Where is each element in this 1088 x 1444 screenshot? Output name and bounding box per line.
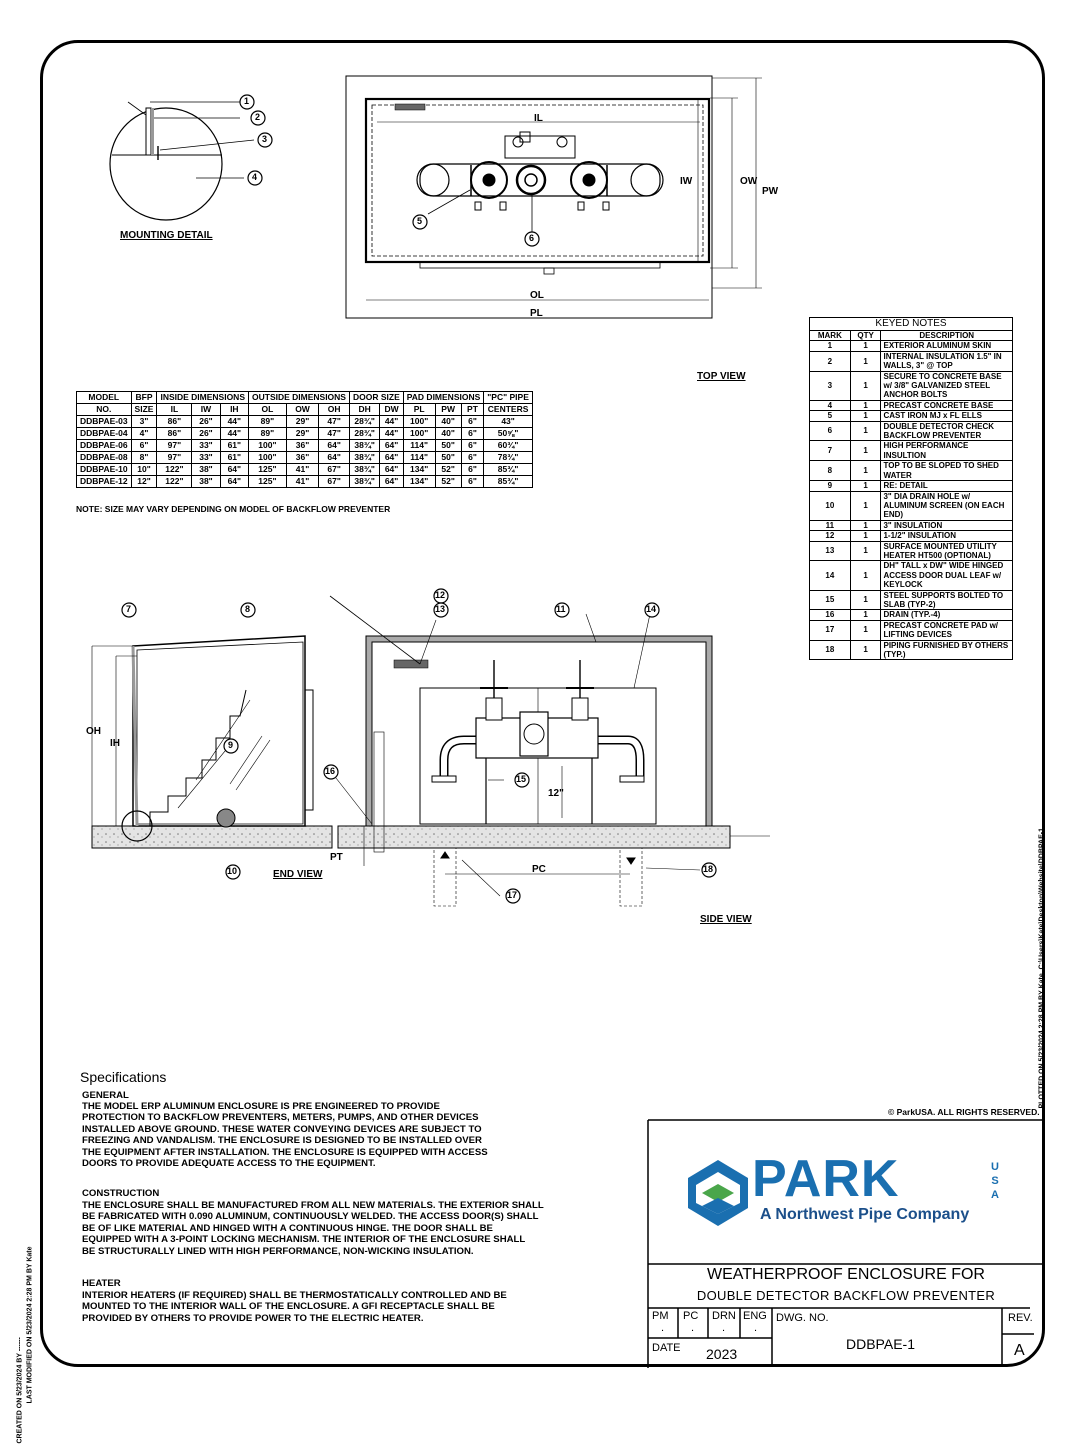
dimensions-cell: 64" [380,464,403,476]
pc-label: PC [683,1310,699,1322]
keyed-note-description: 3" DIA DRAIN HOLE w/ ALUMINUM SCREEN (ON EACH END) [881,491,1013,520]
keyed-note-description: CAST IRON MJ x FL ELLS [881,411,1013,421]
callout-11: 11 [556,604,566,614]
dimensions-cell: 122" [157,464,192,476]
dimensions-cell: 47" [319,416,350,428]
dimensions-cell: DDBPAE-12 [77,476,132,488]
keyed-note-row [810,400,1013,410]
dimensions-cell: 44" [380,416,403,428]
keyed-note-mark: 1 [810,341,851,351]
dimensions-cell: 100" [403,416,435,428]
dimensions-cell: 29" [286,428,318,440]
callout-2: 2 [255,112,261,122]
date-value: 2023 [706,1346,738,1362]
dimensions-cell: 28¾" [349,416,379,428]
dimensions-cell: 64" [380,440,403,452]
modified-note: LAST MODIFIED ON 5/23/2024 2:28 PM BY Kate [26,1246,34,1404]
dimensions-cell: 38¾" [349,440,379,452]
dimensions-cell: 3" [131,416,157,428]
mounting-detail [110,102,254,220]
keyed-note-description: RE: DETAIL [881,481,1013,491]
dimensions-row [77,452,533,464]
dimensions-cell: 38" [192,464,220,476]
keyed-note-mark: 6 [810,421,851,441]
dimensions-cell: DDBPAE-10 [77,464,132,476]
keyed-note-mark: 3 [810,371,851,400]
park-logo-mark [688,1160,748,1226]
dim-subheader-cell: OL [249,404,287,416]
keyed-note-mark: 2 [810,351,851,371]
keyed-note-description: SURFACE MOUNTED UTILITY HEATER HT500 (OPTIONAL) [881,541,1013,561]
keyed-note-description: 3" INSULATION [881,520,1013,530]
callout-1: 1 [244,96,250,106]
keyed-note-description: TOP TO BE SLOPED TO SHED WATER [881,461,1013,481]
dimensions-row [77,476,533,488]
dimensions-table [76,391,533,488]
dimensions-cell: 64" [380,476,403,488]
specifications-title: Specifications [80,1069,167,1085]
spec-line: THE ENCLOSURE SHALL BE MANUFACTURED FROM ALL NEW MATERIALS. THE EXTERIOR SHALL [82,1200,544,1211]
keyed-notes-title: KEYED NOTES [810,318,1013,331]
dimensions-cell: 89" [249,416,287,428]
copyright-text: © ParkUSA. ALL RIGHTS RESERVED. [888,1107,1040,1117]
kn-th-mark: MARK [810,331,851,341]
keyed-note-description: INTERNAL INSULATION 1.5" IN WALLS, 3" @ TOP [881,351,1013,371]
dimensions-subheader [77,404,533,416]
pm-label: PM [652,1310,669,1322]
dimensions-cell: 44" [380,428,403,440]
dimensions-row [77,416,533,428]
callout-9: 9 [228,740,234,750]
dimensions-cell: 6" [461,440,484,452]
dimensions-cell: 6" [461,464,484,476]
dimensions-cell: 33" [192,440,220,452]
dimensions-cell: 36" [286,440,318,452]
dimensions-cell: 125" [249,476,287,488]
dimensions-cell: 50" [435,440,461,452]
dim-subheader-cell: CENTERS [484,404,533,416]
dimensions-cell: 26" [192,428,220,440]
rev-label: REV. [1008,1312,1033,1324]
dimensions-cell: 6" [461,476,484,488]
spec-general-text [82,1101,488,1169]
dim-subheader-cell: PL [403,404,435,416]
dimensions-cell: 134" [403,476,435,488]
callout-7: 7 [126,604,132,614]
dimensions-note: NOTE: SIZE MAY VARY DEPENDING ON MODEL OF BACKFLOW PREVENTER [76,504,391,514]
mounting-detail-label: MOUNTING DETAIL [120,230,213,241]
spec-line: PROTECTION TO BACKFLOW PREVENTERS, METERS, PUMPS, AND OTHER DEVICES [82,1112,479,1124]
keyed-note-mark: 18 [810,640,851,660]
spec-line: BE FABRICATED WITH 0.090 ALUMINUM, CONTINUOUSLY WELDED. THE ACCESS DOOR(S) SHALL [82,1211,539,1223]
dim-subheader-cell: PW [435,404,461,416]
dimensions-cell: 61" [220,440,248,452]
dim-pt: PT [330,852,343,863]
dimensions-cell: 64" [220,476,248,488]
keyed-note-row [810,531,1013,541]
keyed-note-qty: 1 [850,371,881,400]
spec-construction-text [82,1200,544,1257]
th-bfp: BFP [131,392,157,404]
spec-general-heading: GENERAL [82,1090,129,1101]
keyed-note-qty: 1 [850,590,881,610]
dimensions-body [77,416,533,488]
kn-th-desc: DESCRIPTION [881,331,1013,341]
keyed-note-qty: 1 [850,640,881,660]
dimensions-cell: 85¾" [484,464,533,476]
dimensions-cell: 36" [286,452,318,464]
callout-6: 6 [529,233,535,243]
dimensions-cell: 89" [249,428,287,440]
keyed-note-qty: 1 [850,421,881,441]
keyed-note-qty: 1 [850,610,881,620]
keyed-note-row [810,421,1013,441]
keyed-note-row [810,371,1013,400]
keyed-note-row [810,640,1013,660]
keyed-note-mark: 7 [810,441,851,461]
dimensions-cell: 29" [286,416,318,428]
callout-13: 13 [435,604,446,614]
dim-subheader-cell: PT [461,404,484,416]
callout-18: 18 [703,864,714,874]
dimensions-row [77,428,533,440]
dimensions-cell: 78¾" [484,452,533,464]
keyed-note-row [810,561,1013,590]
callout-4: 4 [252,172,258,182]
keyed-note-qty: 1 [850,400,881,410]
dimensions-cell: 67" [319,464,350,476]
plotted-note: PLOTTED ON 5/23/2024 2:28 PM BY Kate, C:\Users\Kate\Desktop\Website\DDBPAE-1 [1038,828,1046,1109]
keyed-note-row [810,481,1013,491]
th-pad: PAD DIMENSIONS [403,392,484,404]
keyed-note-mark: 8 [810,461,851,481]
keyed-note-mark: 12 [810,531,851,541]
keyed-note-qty: 1 [850,491,881,520]
dimensions-cell: 43" [484,416,533,428]
top-view [346,76,762,318]
dimensions-cell: 10" [131,464,157,476]
dim-ow: OW [740,176,758,187]
keyed-note-qty: 1 [850,531,881,541]
date-label: DATE [652,1342,681,1354]
dim-subheader-cell: OW [286,404,318,416]
callout-10: 10 [227,866,238,876]
dim-ol: OL [530,290,544,301]
spec-line: PROVIDED BY OTHERS TO PROVIDE POWER TO THE ELECTRIC HEATER. [82,1312,424,1324]
dimensions-cell: 6" [461,428,484,440]
keyed-note-description: PIPING FURNISHED BY OTHERS (TYP.) [881,640,1013,660]
callout-14: 14 [646,604,657,614]
top-view-label: TOP VIEW [697,371,746,382]
keyed-note-qty: 1 [850,441,881,461]
spec-line: THE MODEL ERP ALUMINUM ENCLOSURE IS PRE ENGINEERED TO PROVIDE [82,1101,440,1112]
keyed-note-row [810,541,1013,561]
keyed-note-qty: 1 [850,620,881,640]
callout-17: 17 [507,890,518,900]
keyed-note-qty: 1 [850,481,881,491]
dimensions-cell: 60¾" [484,440,533,452]
keyed-note-qty: 1 [850,541,881,561]
keyed-note-mark: 17 [810,620,851,640]
dimensions-cell: 52" [435,476,461,488]
keyed-note-row [810,351,1013,371]
callout-12: 12 [435,590,446,600]
spec-line: FREEZING AND VANDALISM. THE ENCLOSURE IS DESIGNED TO BE INSTALLED OVER [82,1135,482,1147]
keyed-note-row [810,461,1013,481]
dimensions-cell: 41" [286,464,318,476]
spec-line: EQUIPPED WITH A 3-POINT LOCKING MECHANISM. THE INTERIOR OF THE ENCLOSURE SHALL [82,1234,526,1246]
dimensions-cell: 44" [220,416,248,428]
dim-subheader-cell: SIZE [131,404,157,416]
dimensions-cell: 12" [131,476,157,488]
dim-subheader-cell: IW [192,404,220,416]
eng-label: ENG [743,1310,767,1322]
dimensions-cell: 47" [319,428,350,440]
keyed-note-description: PRECAST CONCRETE PAD w/ LIFTING DEVICES [881,620,1013,640]
dim-il: IL [534,113,543,124]
keyed-note-description: DH" TALL x DW" WIDE HINGED ACCESS DOOR DUAL LEAF w/ KEYLOCK [881,561,1013,590]
dimensions-cell: 100" [249,440,287,452]
keyed-note-mark: 14 [810,561,851,590]
dimensions-cell: 67" [319,476,350,488]
side-view [330,596,770,906]
dimensions-cell: 38" [192,476,220,488]
dimensions-cell: 125" [249,464,287,476]
dimensions-cell: 33" [192,452,220,464]
keyed-note-description: EXTERIOR ALUMINUM SKIN [881,341,1013,351]
dim-subheader-cell: OH [319,404,350,416]
keyed-note-mark: 15 [810,590,851,610]
dim-subheader-cell: IH [220,404,248,416]
keyed-note-mark: 13 [810,541,851,561]
keyed-note-mark: 4 [810,400,851,410]
dimensions-cell: 100" [249,452,287,464]
dwg-number: DDBPAE-1 [846,1336,915,1352]
keyed-notes-body [810,341,1013,660]
dimensions-cell: 52" [435,464,461,476]
dimensions-cell: 6" [461,416,484,428]
keyed-note-mark: 9 [810,481,851,491]
keyed-note-description: STEEL SUPPORTS BOLTED TO SLAB (TYP-2) [881,590,1013,610]
keyed-note-qty: 1 [850,341,881,351]
keyed-note-qty: 1 [850,561,881,590]
spec-construction-heading: CONSTRUCTION [82,1188,160,1199]
dimensions-cell: 38¾" [349,476,379,488]
dim-iw: IW [680,176,693,187]
keyed-note-row [810,590,1013,610]
dimensions-cell: 50" [435,452,461,464]
dimensions-cell: 61" [220,452,248,464]
keyed-note-qty: 1 [850,411,881,421]
dim-12in: 12" [548,788,564,799]
dimensions-cell: 38¾" [349,452,379,464]
dim-ih: IH [110,738,120,749]
created-note: CREATED ON 5/23/2024 BY ------ [16,1337,24,1444]
dimensions-cell: 64" [319,452,350,464]
callout-16: 16 [325,766,336,776]
dim-pw: PW [762,186,779,197]
callout-15: 15 [516,774,527,784]
dimensions-cell: 100" [403,428,435,440]
dimensions-cell: 6" [131,440,157,452]
dim-pc: PC [532,864,546,875]
dim-subheader-cell: DW [380,404,403,416]
dimensions-cell: 86" [157,428,192,440]
dimensions-cell: 28¾" [349,428,379,440]
dimensions-cell: DDBPAE-06 [77,440,132,452]
keyed-note-mark: 16 [810,610,851,620]
dwg-label: DWG. NO. [776,1312,829,1324]
rev-value: A [1014,1342,1025,1359]
dimensions-cell: 64" [319,440,350,452]
callout-8: 8 [245,604,251,614]
keyed-note-qty: 1 [850,351,881,371]
th-model: MODEL [77,392,132,404]
dimensions-cell: 114" [403,440,435,452]
keyed-note-description: HIGH PERFORMANCE INSULTION [881,441,1013,461]
keyed-note-description: PRECAST CONCRETE BASE [881,400,1013,410]
dim-subheader-cell: NO. [77,404,132,416]
dim-subheader-cell: IL [157,404,192,416]
dimensions-cell: DDBPAE-03 [77,416,132,428]
th-pc: "PC" PIPE [484,392,533,404]
dimensions-row [77,440,533,452]
keyed-notes-table [809,317,1013,660]
dimensions-cell: 50⅝" [484,428,533,440]
spec-line: BE STRUCTURALLY LINED WITH HIGH PERFORMANCE, NON-WICKING INSULATION. [82,1245,474,1257]
title-line-1: WEATHERPROOF ENCLOSURE FOR [707,1266,985,1283]
dimensions-cell: 64" [220,464,248,476]
keyed-note-qty: 1 [850,520,881,530]
spec-line: BE OF LIKE MATERIAL AND HINGED WITH A CONTINUOUS HINGE. THE DOOR SHALL BE [82,1222,493,1234]
dim-pl: PL [530,308,543,319]
dimensions-cell: 122" [157,476,192,488]
spec-heater-heading: HEATER [82,1278,121,1289]
park-logo-word: PARK [752,1150,900,1208]
end-view [92,636,332,848]
dimensions-cell: 97" [157,440,192,452]
pc-value: . [691,1322,695,1334]
dimensions-cell: 64" [380,452,403,464]
keyed-note-mark: 5 [810,411,851,421]
dimensions-cell: 85¾" [484,476,533,488]
drn-value: . [722,1322,726,1334]
dimensions-cell: 4" [131,428,157,440]
keyed-note-description: DRAIN (TYP.-4) [881,610,1013,620]
eng-value: . [754,1322,758,1334]
keyed-note-qty: 1 [850,461,881,481]
dimensions-row [77,464,533,476]
keyed-note-description: DOUBLE DETECTOR CHECK BACKFLOW PREVENTER [881,421,1013,441]
spec-line: DOORS TO PROVIDE ADEQUATE ACCESS TO THE EQUIPMENT. [82,1158,376,1170]
dimensions-cell: 86" [157,416,192,428]
callout-5: 5 [417,216,423,226]
spec-line: MOUNTED TO THE INTERIOR WALL OF THE ENCLOSURE. A GFI RECEPTACLE SHALL BE [82,1301,495,1313]
drn-label: DRN [712,1310,736,1322]
callout-3: 3 [262,134,268,144]
keyed-note-description: SECURE TO CONCRETE BASE w/ 3/8" GALVANIZED STEEL ANCHOR BOLTS [881,371,1013,400]
park-logo-usa: USA [991,1161,999,1201]
dimensions-cell: 97" [157,452,192,464]
park-logo-tagline: A Northwest Pipe Company [760,1206,970,1223]
dimensions-cell: DDBPAE-04 [77,428,132,440]
th-outside: OUTSIDE DIMENSIONS [249,392,350,404]
keyed-note-row [810,411,1013,421]
kn-th-qty: QTY [850,331,881,341]
dimensions-cell: 114" [403,452,435,464]
keyed-note-mark: 11 [810,520,851,530]
dimensions-cell: 6" [461,452,484,464]
spec-heater-text [82,1290,507,1324]
dimensions-cell: 134" [403,464,435,476]
th-door: DOOR SIZE [349,392,403,404]
title-line-2: DOUBLE DETECTOR BACKFLOW PREVENTER [696,1288,996,1303]
dimensions-cell: 40" [435,428,461,440]
th-inside: INSIDE DIMENSIONS [157,392,249,404]
spec-line: INTERIOR HEATERS (IF REQUIRED) SHALL BE THERMOSTATICALLY CONTROLLED AND BE [82,1290,507,1301]
pm-value: . [661,1322,665,1334]
dim-subheader-cell: DH [349,404,379,416]
dimensions-cell: 8" [131,452,157,464]
dim-oh: OH [86,726,101,737]
keyed-note-row [810,491,1013,520]
side-view-label: SIDE VIEW [700,914,752,925]
dimensions-cell: 38¾" [349,464,379,476]
keyed-note-row [810,520,1013,530]
keyed-note-row [810,620,1013,640]
keyed-note-mark: 10 [810,491,851,520]
dimensions-cell: 40" [435,416,461,428]
keyed-note-row [810,341,1013,351]
dimensions-cell: DDBPAE-08 [77,452,132,464]
dimensions-cell: 44" [220,428,248,440]
keyed-note-description: 1-1/2" INSULATION [881,531,1013,541]
keyed-note-row [810,610,1013,620]
dimensions-cell: 26" [192,416,220,428]
keyed-note-row [810,441,1013,461]
end-view-label: END VIEW [273,869,323,880]
dimensions-cell: 41" [286,476,318,488]
spec-line: THE EQUIPMENT AFTER INSTALLATION. THE ENCLOSURE IS EQUIPPED WITH ACCESS [82,1146,488,1158]
spec-line: INSTALLED ABOVE GROUND. THESE WATER CONVEYING DEVICES ARE SUBJECT TO [82,1123,482,1135]
